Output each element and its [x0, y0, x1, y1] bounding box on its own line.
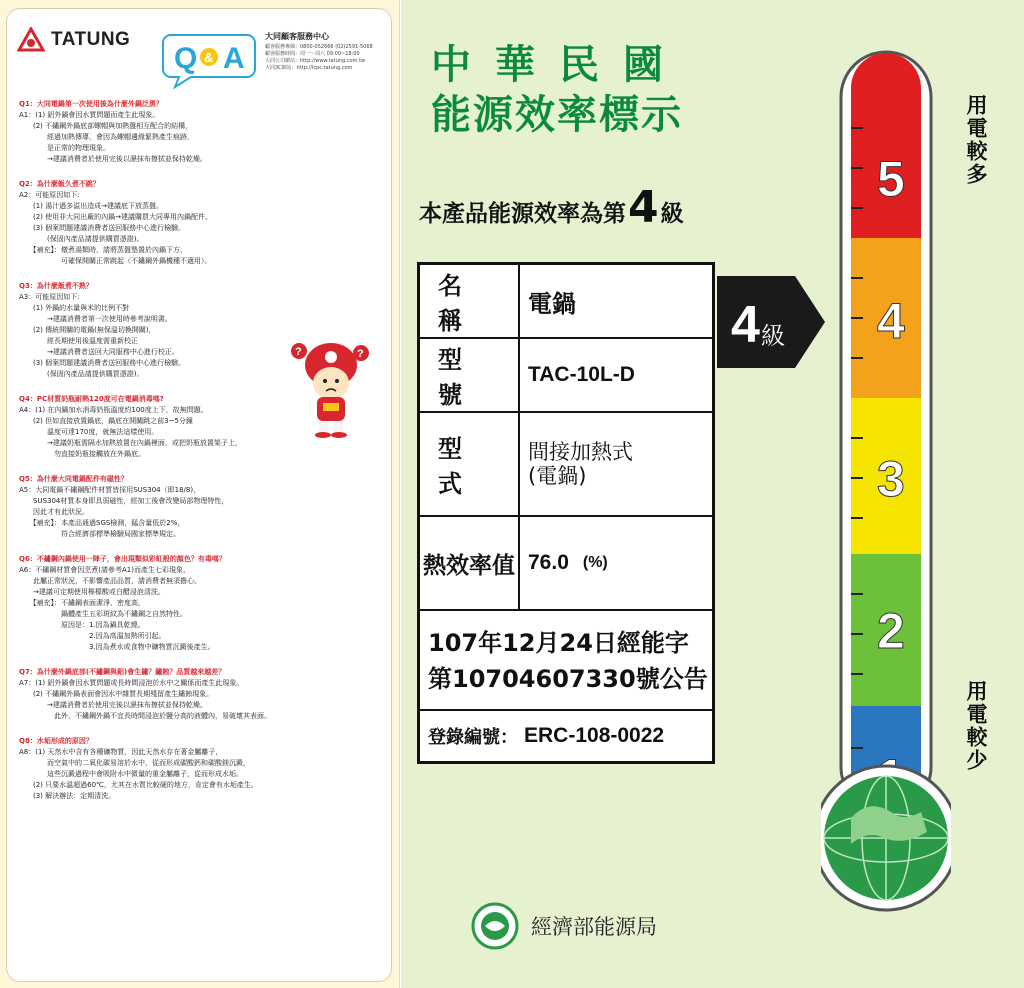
- answer-line: 是正常的物理現象。: [19, 144, 110, 152]
- title-line-2: 能源效率標示: [431, 92, 683, 138]
- name-value: 電鍋: [528, 289, 576, 318]
- answer-line: 【補充】：不鏽鋼表面潔淨、密度高，: [19, 599, 145, 607]
- answer-line: (2) 不鏽鋼外鍋表面會因水中雜質長期殘留產生鏽蝕現象。: [19, 690, 214, 698]
- bubble-q: Q: [174, 42, 198, 75]
- service-hotline: 顧客服務專線：0800-052666 (02)2591-5068: [265, 44, 373, 50]
- answer-line: 原因是：1.因為鍋具乾燒。: [19, 621, 145, 629]
- qa-item: [19, 736, 389, 802]
- grade-arrow: [717, 272, 827, 376]
- answer-line: A8：(1) 天然水中含有各種礦物質，因此天然水存在著金屬離子，: [19, 748, 223, 756]
- name-key: 名稱: [420, 265, 520, 337]
- energy-label-panel: [401, 0, 1024, 988]
- service-center-info: [265, 31, 393, 72]
- answer-line: 溫度可達170度，就無法這樣使用。: [19, 428, 159, 436]
- qa-item: [19, 667, 389, 722]
- question: Q4：PC材質奶瓶耐熱120度可在電鍋消毒嗎?: [19, 395, 164, 403]
- service-title: 大同顧客服務中心: [265, 32, 329, 41]
- answer-line: 2.因為高溫加熱所引起。: [19, 632, 166, 640]
- arrow-grade-number: 4: [731, 296, 760, 354]
- question: Q5：為什麼大同電鍋配件有磁性？: [19, 475, 128, 483]
- question: Q8：水垢形成的原因？: [19, 737, 93, 745]
- answer-line: 經過加熱傳導，會因為螺帽邊緣緊熱產生痕跡，: [19, 133, 194, 141]
- qa-item: [19, 554, 389, 653]
- spec-row-type: [420, 413, 712, 517]
- answer-line: 此外，不鏽鋼外鍋不宜長時間浸泡於鹽分高的液體內，易破壞其表面。: [19, 712, 271, 720]
- scale-label-4: 4: [877, 293, 905, 349]
- bubble-a: A: [223, 42, 245, 75]
- brand-name: TATUNG: [51, 29, 131, 50]
- type-value-line-1: 間接加熱式: [528, 440, 633, 464]
- qa-list: [19, 99, 389, 810]
- answer-line: SUS304材質本身即具弱磁性，經加工後會改變局部物理特性，: [19, 497, 229, 505]
- answer-line: (2) 使用非大同出廠的內鍋→建議購買大同專用內鍋配件。: [19, 213, 213, 221]
- answer-line: →建議消費者第一次使用時參考說明書。: [19, 315, 172, 323]
- answer-line: A4：(1) 在內鍋加水消毒奶瓶溫度約100度上下，故無問題。: [19, 406, 208, 414]
- answer-line: 因此才有此狀況。: [19, 508, 89, 516]
- tatung-logo-icon: [17, 27, 45, 53]
- service-hours: 顧客服務時間：周一～周六 09:00~18:00: [265, 51, 360, 57]
- question: Q2：為什麼飯久煮不跳？: [19, 180, 100, 188]
- answer-line: (3) 個案問題建議消費者送回服務中心進行檢驗。: [19, 224, 186, 232]
- answer-line: (保固內產品請提供購買憑證)。: [19, 235, 144, 243]
- spec-table: [417, 262, 715, 764]
- spec-row-efficiency: [420, 517, 712, 611]
- answer-line: (2) 但如直接放置鍋底，鍋底在開關跳之前3~5分鐘: [19, 417, 193, 425]
- service-website: 大同公司網站：http://www.tatung.com.tw: [265, 58, 366, 64]
- answer-line: 【補充】：本產品通過SGS檢測，錳含量低於2%，: [19, 519, 185, 527]
- grade-suffix: 級: [660, 201, 684, 227]
- bureau-name: 經濟部能源局: [531, 915, 657, 939]
- more-usage-label: 用電較多: [964, 94, 988, 186]
- answer-line: 勿直接奶瓶接觸放在外鍋底。: [19, 450, 145, 458]
- answer-line: 而空氣中的二氧化碳易溶於水中，從而形成碳酸鈣和碳酸鎂沉澱，: [19, 759, 250, 767]
- answer-line: (1) 湯汁過多溢出造成→建議底下放蒸盤。: [19, 202, 164, 210]
- answer-line: (保固內產品請提供購買憑證)。: [19, 370, 144, 378]
- qa-item: [19, 474, 389, 540]
- question: Q6：不鏽鋼內鍋使用一陣子，會出現類似彩虹般的顏色？有毒嗎？: [19, 555, 226, 563]
- model-key: 型號: [420, 339, 520, 411]
- answer-line: 此屬正常狀況，不影響產品品質，請消費者無須擔心。: [19, 577, 201, 585]
- answer-line: (1) 外鍋的水量與米的比例不對: [19, 304, 130, 312]
- question: Q7：為什麼外鍋底部(不鏽鋼與鋁)會生鏽？鏽蝕？品質越來越差？: [19, 668, 226, 676]
- notice-line-1: 107年12月24日經能字: [428, 629, 689, 657]
- answer-line: →建議消費者於使用完後以濕抹布擦拭並保持乾燥。: [19, 701, 207, 709]
- qa-item: [19, 99, 389, 165]
- answer-line: (2) 不鏽鋼外鍋底部螺帽與加熱盤相互配合的結構，: [19, 122, 193, 130]
- answer-line: →建議消費者送回大同服務中心進行校正。: [19, 348, 179, 356]
- model-value: TAC-10L-D: [528, 363, 635, 386]
- bureau-seal-icon: [471, 902, 519, 950]
- mascot-illustration: [289, 335, 375, 439]
- spec-row-notice: [420, 611, 712, 711]
- grade-number: 4: [628, 182, 659, 233]
- answer-line: A6：不鏽鋼材質會因烹煮(請參考A1)而產生七彩現象，: [19, 566, 190, 574]
- notice-line-2: 第10704607330號公告: [428, 665, 708, 693]
- spec-row-registration: [420, 711, 712, 761]
- tatung-brand: [17, 27, 130, 53]
- answer-line: A5：大同電鍋不鏽鋼配件材質皆採用SUS304（即18/8)，: [19, 486, 201, 494]
- registration-key: 登錄編號：: [428, 727, 518, 748]
- efficiency-thermometer: [821, 48, 951, 932]
- qa-bubble-icon: [161, 31, 257, 89]
- service-3c-website: 大同3C網站：http://lcpc.tatung.com: [265, 65, 353, 71]
- efficiency-value: 76.0: [528, 551, 569, 574]
- answer-line: A2：可能原因如下:: [19, 191, 80, 199]
- bubble-amp: &: [204, 50, 214, 65]
- answer-line: 經長期使用後溫度需重新校正: [19, 337, 138, 345]
- answer-line: 3.因為煮水或食物中礦物質沉澱後產生。: [19, 643, 215, 651]
- registration-value: ERC-108-0022: [524, 724, 665, 747]
- spec-row-name: [420, 265, 712, 339]
- question: Q1：大同電鍋第一次使用後為什麼外鍋泛黑？: [19, 100, 163, 108]
- answer-line: (3) 個案問題建議消費者送回服務中心進行檢驗。: [19, 359, 186, 367]
- scale-label-3: 3: [877, 451, 905, 507]
- answer-line: A1：(1) 鋁外鍋會因水質問題而產生此現象。: [19, 111, 160, 119]
- qa-bubble-logo: [161, 31, 257, 93]
- energy-bureau: [471, 902, 657, 950]
- svg-text:?: ?: [295, 346, 302, 358]
- efficiency-value-cell: [520, 517, 712, 609]
- answer-line: (2) 只要水溫超過60℃，尤其在水質比較硬的地方，肯定會有水垢產生。: [19, 781, 258, 789]
- qa-card: [6, 8, 392, 982]
- title-line-1: 中華民國: [431, 42, 687, 88]
- scale-label-5: 5: [877, 151, 905, 207]
- type-value: [520, 413, 712, 515]
- efficiency-key: 熱效率值: [420, 517, 520, 609]
- answer-line: (3) 解決辦法：定期清洗。: [19, 792, 116, 800]
- grade-prefix: 本產品能源效率為第: [419, 201, 626, 227]
- answer-line: →建議消費者於使用完後以濕抹布擦拭並保持乾燥。: [19, 155, 207, 163]
- question: Q3：為什麼飯煮不熟？: [19, 282, 93, 290]
- answer-line: 可確保開關正常跳起（不鏽鋼外鍋機種不適用）。: [19, 257, 212, 265]
- answer-line: 【補充】：燉煮湯類時，請將蒸盤墊置於內鍋下方，: [19, 246, 187, 254]
- answer-line: 這些沉澱過程中會吸附水中微量的重金屬離子，從而形成水垢。: [19, 770, 243, 778]
- grade-statement: [419, 182, 684, 233]
- arrow-grade-unit: 級: [761, 322, 785, 350]
- qa-panel: [0, 0, 400, 988]
- svg-text:?: ?: [357, 348, 364, 360]
- answer-line: A3：可能原因如下:: [19, 293, 80, 301]
- qa-item: [19, 179, 389, 267]
- answer-line: A7：(1) 鋁外鍋會因水質問題或長時間浸泡於水中之關係而產生此現象。: [19, 679, 244, 687]
- answer-line: 鍋體產生五彩斑紋為不鏽鋼之自然特性。: [19, 610, 187, 618]
- scale-label-2: 2: [877, 603, 905, 659]
- type-key: 型式: [420, 413, 520, 515]
- less-usage-label: 用電較少: [964, 680, 988, 772]
- label-title: [431, 40, 687, 140]
- answer-line: 符合經濟部標準檢驗局國家標準規定。: [19, 530, 180, 538]
- spec-row-model: [420, 339, 712, 413]
- efficiency-unit: (%): [582, 554, 608, 571]
- answer-line: (2) 傳統開關的電鍋(無保溫切換開關)，: [19, 326, 156, 334]
- type-value-line-2: (電鍋): [528, 464, 587, 488]
- answer-line: →建議可定期使用檸檬酸或白醋浸泡清洗。: [19, 588, 165, 596]
- answer-line: →建議奶瓶需隔水加熱放置在內鍋裡面，或把奶瓶放置架子上，: [19, 439, 242, 447]
